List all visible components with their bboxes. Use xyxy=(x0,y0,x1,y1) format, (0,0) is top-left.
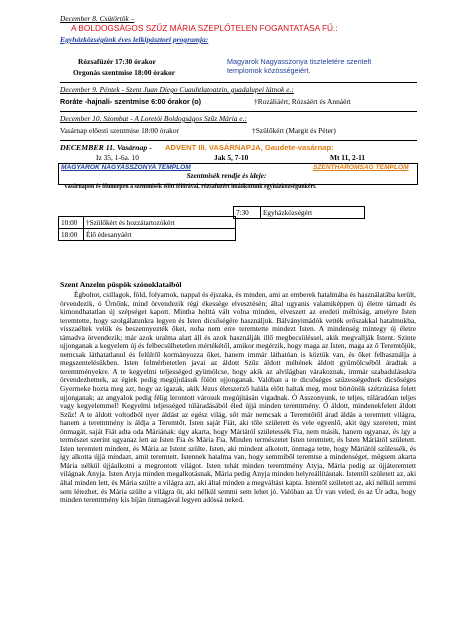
dec11-reading1: Iz 35, 1-6a. 10 xyxy=(96,153,139,162)
dec8-feast: A BOLDOGSÁGOS SZŰZ MÁRIA SZEPLŐTELEN FOGANTATÁSA FŰ.: xyxy=(71,23,338,33)
article-text: Égboltot, csillagok, föld, folyamok, nappal és éjszaka, és minden, ami az emberek hatalmába és használatába került, örvendezik, ó Úrnőnk, mind örvendezik régi ékessége elvesztésén; által ugyanis valamiképpen új életre támadt és kimondhatatlan új szépséget kapott. Mintha holttá vált volna minden, elveszett az eredeti méltóság, amelyre Isten teremtette, hogy szolgálatunkra legyen és Isten dicsőségére használjuk. Bálványimádók vették erőszakkal hatalmukba, visszaéltek velük és beszennyezték őket, noha nem erre teremtette mindezt Isten. A mindenség mintegy új életre támadva örvendezik; már azok uralma alatt áll és azok használják illő megbecsüléssel, akik megvallják Istent. Szinte ujjonganak a kegyelem új és felbecsülhetetlen mértékétől, amikor megérzik, hogy maga az Isten, maga az ő Teremtőjük, nemcsak láthatatlanul és felülről kormányozza őket, hanem immár láthatóan is köztük van, és őket felhasználja a megszentelésükben. Isten felmérhetetlen javai az áldott Szűz áldott méhének áldott gyümölcséből áradtak a teremtményekre. A te kegyelmi teljességed gyümölcse, hogy akik az alvilágban várakoznak, immár szabadulásukra örvendezhetnek, az égiek pedig megújulásuk fölött ujjonganak. Valóban a te dicsőséges szüzességednek dicsőséges Gyermeke hozta meg azt, hogy az igazak, akik Jézus életszerző halála előtt haltak meg, most börtönük szétzúzása felett ujjonganak; az angyalok pedig félig lerontott városuk megújításán vigadnak. Ó Asszonyunk, te teljes, túláradóan teljes vagy kegyelemmel! Kegyelmi teljességed túláradásából éled újjá minden teremtmény. Ó áldott, mindenekfelett áldott Szűz! A te áldott voltodból nyer áldást az egész világ, sőt már nemcsak a Teremtőtől árad áldás a teremtett világra, hanem a teremtmény is áldja a Teremtőt. Isten saját Fiát, aki tőle született és vele egyenlő, akit úgy szeretett, mint önmagát, saját Fiát adta oda Máriának: úgy akarta, hogy Máriától születessék Fia, nem másik, hanem ugyanaz, és így a természet szerint ugyanaz lett az Isten Fia és Mária Fia. Minden természetet Isten teremtett, és Isten Máriától született. Isten teremtett mindent, és Mária az Istent szülte. Isten, aki mindent alkotott, önmaga tette, hogy Máriától szülessék, és így alkotta újjá mindazt, amit teremtett. Istennek hatalma van, hogy semmiből teremtse a mindenséget, mégsem akarta Mária nélkül újjáalkotni a megrontott világot. Isten tehát minden teremtmény Atyja, Mária pedig az újjáteremtett világnak Anyja. Isten Atyja minden megalkotásnak, Mária pedig Anyja minden helyreállításnak. Istentől született az, aki által minden lett, és Mária szülte a világra azt, aki által minden a megváltást kapta. Istentől született az, aki nélkül semmi sem létezhet, és Mária szülte a világra őt, aki nélkül semmi sem lehet jó. Valóban az Úr van veled, és az Úr adta, hogy minden teremtmény kis híján önmagával legyen adóssá neked. xyxy=(60,290,416,505)
dec8-mass: Orgonás szentmise 18:00 órakor xyxy=(73,68,176,77)
intention-cell: Élő édesanyáért xyxy=(84,229,236,241)
dec10-date: December 10. Szombat - A Loretói Boldogságos Szűz Mária e.: xyxy=(60,114,247,123)
dec11-date: DECEMBER 11. Vasárnap - xyxy=(60,143,152,152)
dec8-program-title: Egyházközségünk éves lelkipásztori programja: xyxy=(60,35,209,44)
dec10-intention: †Szülőkért (Margit és Péter) xyxy=(252,126,336,135)
schedule-title: Szentmisék rendje és ideje: xyxy=(186,172,267,180)
dec9-intention: †Rozáliáért, Rózsáért és Annáért xyxy=(254,97,351,106)
intention-cell: †Szülőkért és hozzátartozókért xyxy=(84,217,236,229)
article-body xyxy=(60,291,416,505)
dec9-mass: Roráte -hajnali- szentmise 6:00 órakor (o) xyxy=(60,97,201,106)
dec8-note: Magyarok Nagyasszonya tiszteletére szentelt templomok közösségeiért. xyxy=(227,57,372,75)
intention-cell: Egyházközségért xyxy=(261,207,365,219)
right-schedule-table xyxy=(233,206,365,219)
divider-2 xyxy=(60,111,417,112)
divider-3 xyxy=(60,140,417,141)
dec8-rosary: Rózsafüzér 17:30 órakor xyxy=(78,57,156,66)
time-cell: 10:00 xyxy=(59,217,84,229)
table-row xyxy=(234,207,365,219)
table-row xyxy=(59,229,236,241)
dec8-date: December 8. Csütörtök – xyxy=(60,14,135,23)
time-cell: 18:00 xyxy=(59,229,84,241)
left-schedule-table xyxy=(58,216,236,241)
time-cell: 7:30 xyxy=(234,207,261,219)
dec11-reading2: Jak 5, 7-10 xyxy=(214,153,249,162)
article-title: Szent Anzelm püspök szónoklataiból xyxy=(60,280,182,289)
church-left-label: MAGYAROK NAGYASSZONYA TEMPLOM xyxy=(61,164,191,171)
dec11-feast: ADVENT III. VASÁRNAPJA, Gaudete-vasárnap: xyxy=(165,143,334,152)
dec11-gospel: Mt 11, 2-11 xyxy=(330,153,366,162)
dec10-mass: Vasárnap előesti szentmise 18:00 órakor xyxy=(60,126,180,135)
schedule-note: Vasárnapon és főünnepen a szentmisék előtt félórával, rózsafüzért imádkozunk egyházközségünkért. xyxy=(64,184,317,190)
table-row xyxy=(59,217,236,229)
dec9-date: December 9. Péntek - Szent Juan Diego Cuauhtlatoatzin, guadalupei látnok e.: xyxy=(60,85,294,94)
church-right-label: SZENTHÁROMSÁG TEMPLOM xyxy=(313,164,409,171)
divider-1 xyxy=(60,82,417,83)
